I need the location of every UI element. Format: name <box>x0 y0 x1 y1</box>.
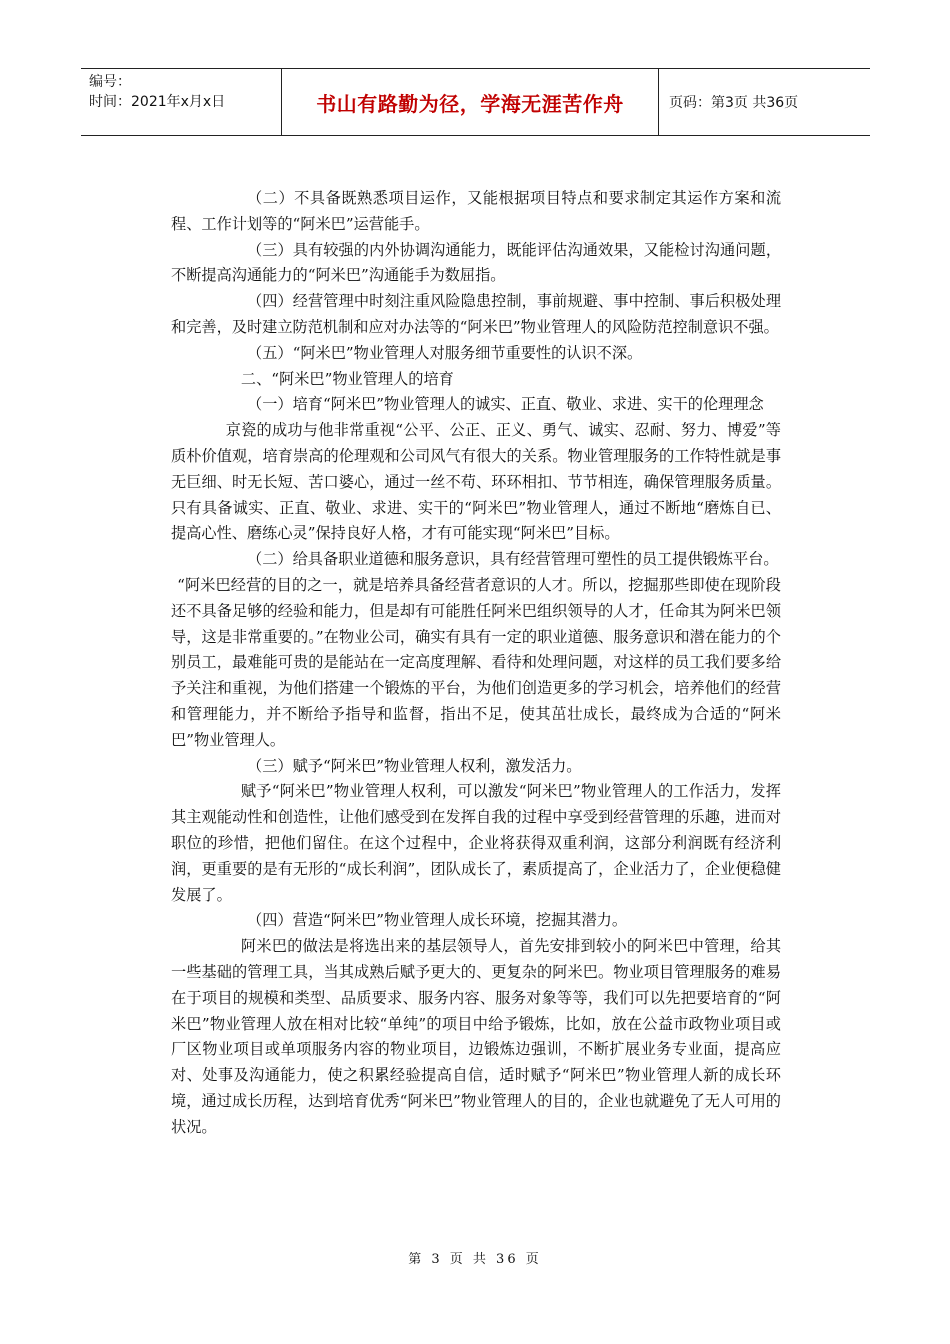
paragraph: 赋予“阿米巴”物业管理人权利，可以激发“阿米巴”物业管理人的工作活力，发挥其主观能动性和创造性，让他们感受到在发挥自我的过程中享受到经营管理的乐趣，进而对职位的珍惜，把他们留住。在这个过程中，企业将获得双重利润，这部分利润既有经济利润，更重要的是有无形的“成长利润”，团队成长了，素质提高了，企业活力了，企业便稳健发展了。 <box>171 782 781 904</box>
page-footer: 第 3 页 共 36 页 <box>408 1252 542 1267</box>
page-header <box>81 68 870 136</box>
subsection-heading: （二）给具备职业道德和服务意识，具有经营管理可塑性的员工提供锻炼平台。 <box>247 550 779 569</box>
paragraph: 阿米巴的做法是将选出来的基层领导人，首先安排到较小的阿米巴中管理，给其一些基础的管理工具，当其成熟后赋予更大的、更复杂的阿米巴。物业项目管理服务的难易在于项目的规模和类型、品质要求、服务内容、服务对象等等，我们可以先把要培育的“阿米巴”物业管理人放在相对比较“单纯”的项目中给予锻炼，比如，放在公益市政物业项目或厂区物业项目或单项服务内容的物业项目，边锻炼边强训，不断扩展业务专业面，提高应对、处事及沟通能力，使之积累经验提高自信，适时赋予“阿米巴”物业管理人新的成长环境，通过成长历程，达到培育优秀“阿米巴”物业管理人的目的，企业也就避免了无人可用的状况。 <box>171 937 781 1136</box>
paragraph: （二）不具备既熟悉项目运作，又能根据项目特点和要求制定其运作方案和流程、工作计划等的“阿米巴”运营能手。 <box>171 189 781 233</box>
subsection-heading: （一）培育“阿米巴”物业管理人的诚实、正直、敬业、求进、实干的伦理理念 <box>247 395 764 414</box>
document-body <box>171 186 781 1140</box>
document-number-label: 编号： <box>89 74 131 90</box>
paragraph: “阿米巴经营的目的之一，就是培养具备经营者意识的人才。所以，挖掘那些即使在现阶段还不具备足够的经验和能力，但是却有可能胜任阿米巴组织领导的人才，任命其为阿米巴领导，这是非常重要的。”在物业公司，确实有具有一定的职业道德、服务意识和潜在能力的个别员工，最难能可贵的是能站在一定高度理解、看待和处理问题，对这样的员工我们要多给予关注和重视，为他们搭建一个锻炼的平台，为他们创造更多的学习机会，培养他们的经营和管理能力，并不断给予指导和监督，指出不足，使其茁壮成长，最终成为合适的“阿米巴”物业管理人。 <box>171 575 781 749</box>
document-time-label: 时间：2021年x月x日 <box>89 94 226 110</box>
subsection-heading: （四）营造“阿米巴”物业管理人成长环境，挖掘其潜力。 <box>247 911 628 930</box>
section-heading: 二、“阿米巴”物业管理人的培育 <box>240 369 454 388</box>
header-motto: 书山有路勤为径，学海无涯苦作舟 <box>282 69 659 135</box>
subsection-heading: （三）赋予“阿米巴”物业管理人权利，激发活力。 <box>247 756 582 775</box>
header-meta <box>81 69 282 135</box>
header-page-info: 页码：第3页 共36页 <box>669 95 799 111</box>
paragraph: （四）经营管理中时刻注重风险隐患控制，事前规避、事中控制、事后积极处理和完善，及时建立防范机制和应对办法等的“阿米巴”物业管理人的风险防范控制意识不强。 <box>171 292 781 336</box>
paragraph: （五）“阿米巴”物业管理人对服务细节重要性的认识不深。 <box>247 343 643 362</box>
paragraph: 京瓷的成功与他非常重视“公平、公正、正义、勇气、诚实、忍耐、努力、博爱”等质朴价值观，培育崇高的伦理观和公司风气有很大的关系。物业管理服务的工作特性就是事无巨细、时无长短、苦口婆心，通过一丝不苟、环环相扣、节节相连，确保管理服务质量。只有具备诚实、正直、敬业、求进、实干的“阿米巴”物业管理人，通过不断地“磨炼自已、提高心性、磨练心灵”保持良好人格，才有可能实现“阿米巴”目标。 <box>171 421 781 543</box>
paragraph: （三）具有较强的内外协调沟通能力，既能评估沟通效果，又能检讨沟通问题，不断提高沟通能力的“阿米巴”沟通能手为数屈指。 <box>171 240 781 285</box>
